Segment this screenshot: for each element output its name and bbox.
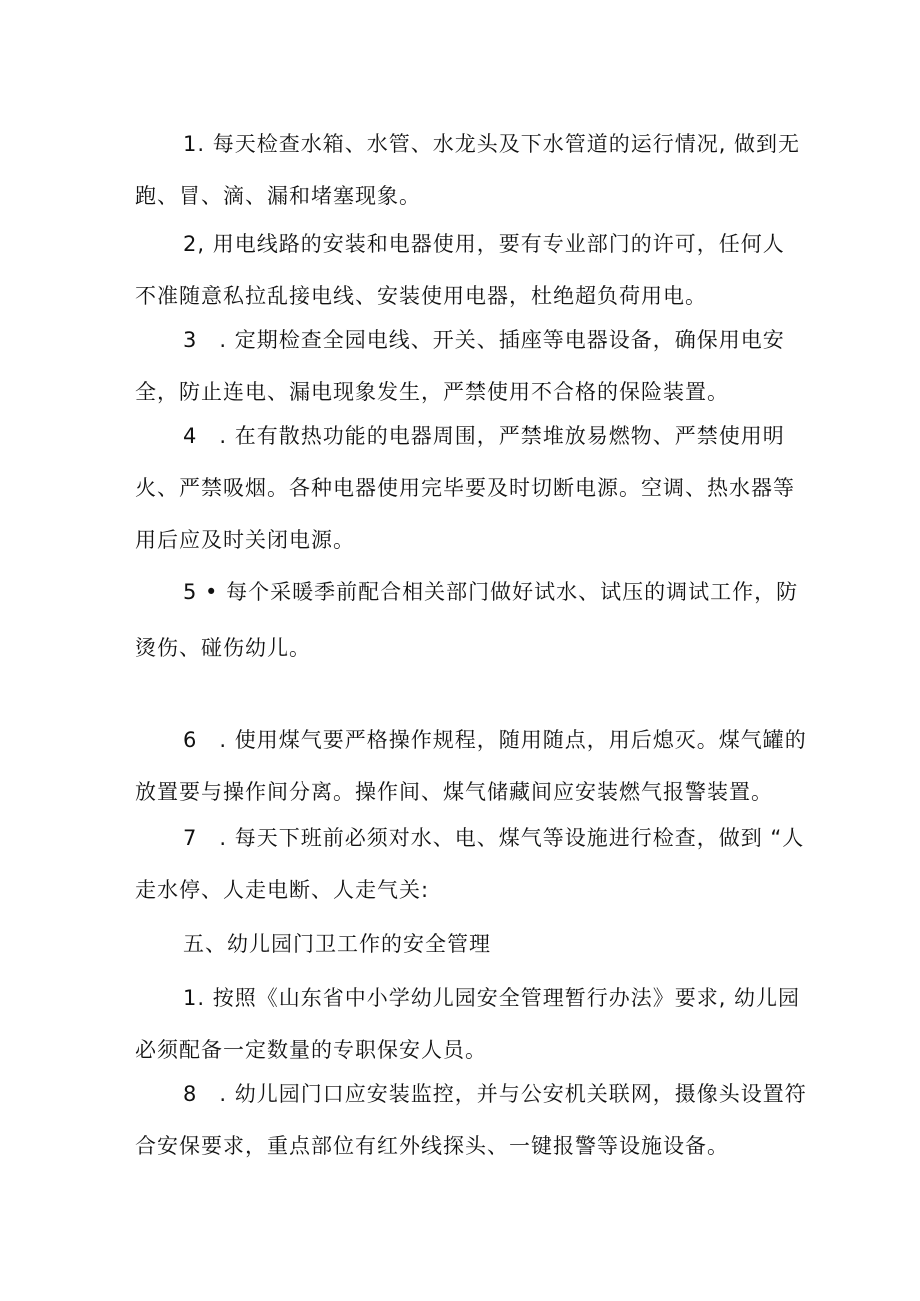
- paragraph-line: 不准随意私拉乱接电线、安装使用电器，杜绝超负荷用电。: [135, 284, 707, 308]
- paragraph-5: [135, 564, 799, 676]
- paragraph-line: 4 . 在有散热功能的电器周围，严禁堆放易燃物、严禁使用明: [183, 424, 785, 448]
- paragraph-line: 合安保要求，重点部位有红外线探头、一键报警等设施设备。: [135, 1134, 729, 1158]
- paragraph-line: 必须配备一定数量的专职保安人员。: [135, 1038, 487, 1062]
- paragraph-line: 跑、冒、滴、漏和堵塞现象。: [135, 184, 421, 208]
- paragraph-line: 烫伤、碰伤幼儿。: [135, 636, 311, 660]
- paragraph-line: 5 • 每个采暖季前配合相关部门做好试水、试压的调试工作，防: [183, 580, 799, 604]
- paragraph-line: 火、严禁吸烟。各种电器使用完毕要及时切断电源。空调、热水器等: [135, 476, 795, 500]
- paragraph-8: [135, 972, 801, 1076]
- paragraph-line: 放置要与操作间分离。操作间、煤气储藏间应安装燃气报警装置。: [135, 780, 773, 804]
- section-heading: 五、幼儿园门卫工作的安全管理: [183, 932, 491, 956]
- paragraph-line: 3 . 定期检查全园电线、开关、插座等电器设备，确保用电安: [183, 328, 785, 352]
- paragraph-line: 1. 按照《山东省中小学幼儿园安全管理暂行办法》要求, 幼儿园: [183, 986, 801, 1010]
- paragraph-line: 全，防止连电、漏电现象发生，严禁使用不合格的保险装置。: [135, 380, 729, 404]
- paragraph-6: [135, 714, 807, 818]
- paragraph-4: [135, 410, 795, 566]
- paragraph-line: 2, 用电线路的安装和电器使用，要有专业部门的许可，任何人: [183, 232, 785, 256]
- paragraph-2: [135, 218, 795, 322]
- paragraph-3: [135, 314, 795, 418]
- paragraph-line: 1. 每天检查水箱、水管、水龙头及下水管道的运行情况, 做到无: [183, 132, 801, 156]
- paragraph-line: 8 . 幼儿园门口应安装监控，并与公安机关联网，摄像头设置符: [183, 1082, 807, 1106]
- paragraph-9: [135, 1068, 807, 1172]
- paragraph-line: 用后应及时关闭电源。: [135, 528, 355, 552]
- paragraph-7: [135, 812, 805, 916]
- paragraph-line: 7 . 每天下班前必须对水、电、煤气等设施进行检查，做到 “人: [183, 826, 805, 850]
- paragraph-1: [135, 118, 801, 222]
- paragraph-line: 6 . 使用煤气要严格操作规程，随用随点，用后熄灭。煤气罐的: [183, 728, 807, 752]
- paragraph-line: 走水停、人走电断、人走气关:: [135, 878, 430, 902]
